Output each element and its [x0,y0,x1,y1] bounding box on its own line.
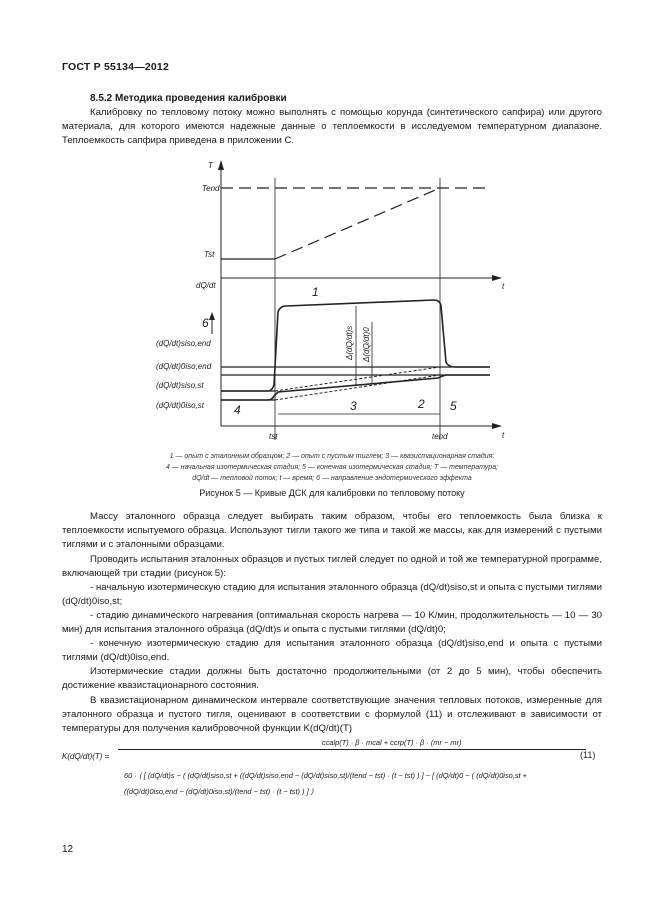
intro-paragraph: Калибровку по тепловому потоку можно выполнять с помощью корунда (синтетического сапфира) или другого материала, для которого имеются надежные данные о теплоемкости в исследуемом температурном диапазоне. Теплоемкость сапфира приведена в приложении С. [62,107,602,147]
formula-numerator: ccalp(T) · β · mcal + ccrp(T) · β · (mr − mr) [322,738,462,747]
figure-caption: Рисунок 5 — Кривые ДСК для калибровки по тепловому потоку [199,488,465,498]
section-title: 8.5.2 Методика проведения калибровки [90,93,287,104]
formula-number: (11) [580,750,596,760]
formula-11 [62,738,602,838]
iso-st-sample-label: (dQ/dt)siso,st [156,381,204,390]
iso-st-empty-label: (dQ/dt)0iso,st [156,401,205,410]
direction-number-6: 6 [202,316,209,330]
curve-number-2: 2 [418,397,425,411]
delta-sample-label: Δ(dQ/dt)s [345,325,354,360]
axis-arrow-icon [492,423,502,429]
iso-end-sample-label: (dQ/dt)siso,end [156,339,211,348]
stage-number-3: 3 [350,399,357,413]
formula-denominator: 60 · ⟨ [ (dQ/dt)s − ( (dQ/dt)siso,st + ((dQ/dt)siso,end − (dQ/dt)siso,st)/(tend − tst) · (t − tst) ) ] − [ (dQ/dt)0 − ( (dQ/dt)0iso,st + ((dQ/dt)0iso,end − (dQ/dt)0iso,st)/(tend − tst) · (t − tst) ) ] ⟩ [124,771,527,796]
interpolated-baseline-empty [275,375,440,400]
figure-legend-line-3: dQ/dt — тепловой поток; t — время; 6 — направление эндотермического эффекта [192,475,472,482]
bullet-final-isothermal: - конечную изотермическую стадию для испытания эталонного образца (dQ/dt)siso,end и опыта с пустыми тиглями (dQ/dt)0iso,end. [62,638,602,664]
stage-number-4: 4 [234,403,241,417]
figure-legend-line-2: 4 — начальная изотермическая стадия; 5 — конечная изотермическая стадия; T — температура; [165,464,499,471]
temperature-ramp [275,188,440,259]
tst-tick-label: tst [269,432,278,441]
delta-empty-label: Δ(dQ/dt)0 [362,327,371,362]
t-end-label: Tend [202,184,220,193]
axis-arrow-icon [492,275,502,281]
paragraph-program: Проводить испытания эталонных образцов и пустых тиглей следует по одной и той же температурной программе, включающей три стадии (рисунок 5): [62,554,602,580]
formula-lhs: K(dQ/dt)(T) = [62,752,110,761]
curve-number-1: 1 [312,285,319,299]
tend-tick-label: tend [432,432,448,441]
iso-end-empty-label: (dQ/dt)0iso,end [156,362,212,371]
sample-curve [221,300,490,391]
axis-arrow-icon [218,160,224,170]
paragraph-isothermal-duration: Изотермические стадии должны быть достаточно продолжительными (от 2 до 5 мин), чтобы обеспечить достижение квазистационарного состояния. [62,666,602,692]
paragraph-calibration-function: В квазистационарном динамическом интервале соответствующие значения тепловых потоков, измеренные для эталонного образца и пустого тигля, оценивают в соответствии с формулой (11) и отслеживают в зависимости от температуры для получения калибровочной функции K(dQ/dt)(T) [62,695,602,735]
time-axis-top-label: t [502,282,505,291]
time-axis-bottom-label: t [502,431,505,440]
stage-number-5: 5 [450,399,457,413]
bullet-dynamic-heating: - стадию динамического нагревания (оптимальная скорость нагрева — 10 K/мин, продолжительность — 10 — 30 мин) для испытания эталонного образца (dQ/dt)s и опыта с пустыми тиглями (dQ/dt)0; [62,610,602,636]
formula-fraction-bar [118,749,586,750]
t-st-label: Tst [204,250,215,259]
arrow-up-icon [209,312,215,320]
page-number: 12 [62,844,74,855]
standard-header: ГОСТ Р 55134—2012 [62,61,170,73]
paragraph-sample-mass: Массу эталонного образца следует выбирать таким образом, чтобы его теплоемкость была близка к теплоемкости испытуемого образца. Используют тигли такого же типа и такой же массы, как для измерений с пустыми тиглями и с эталонными образцами. [62,511,602,551]
dqdt-axis-label: dQ/dt [196,281,216,290]
t-axis-label: T [208,161,213,170]
figure-legend-line-1: 1 — опыт с эталонным образцом; 2 — опыт с пустым тиглем; 3 — квазистационарная стадия; [169,453,495,460]
bullet-initial-isothermal: - начальную изотермическую стадию для испытания эталонного образца (dQ/dt)siso,st и опыта с пустыми тиглями (dQ/dt)0iso,st; [62,582,602,608]
